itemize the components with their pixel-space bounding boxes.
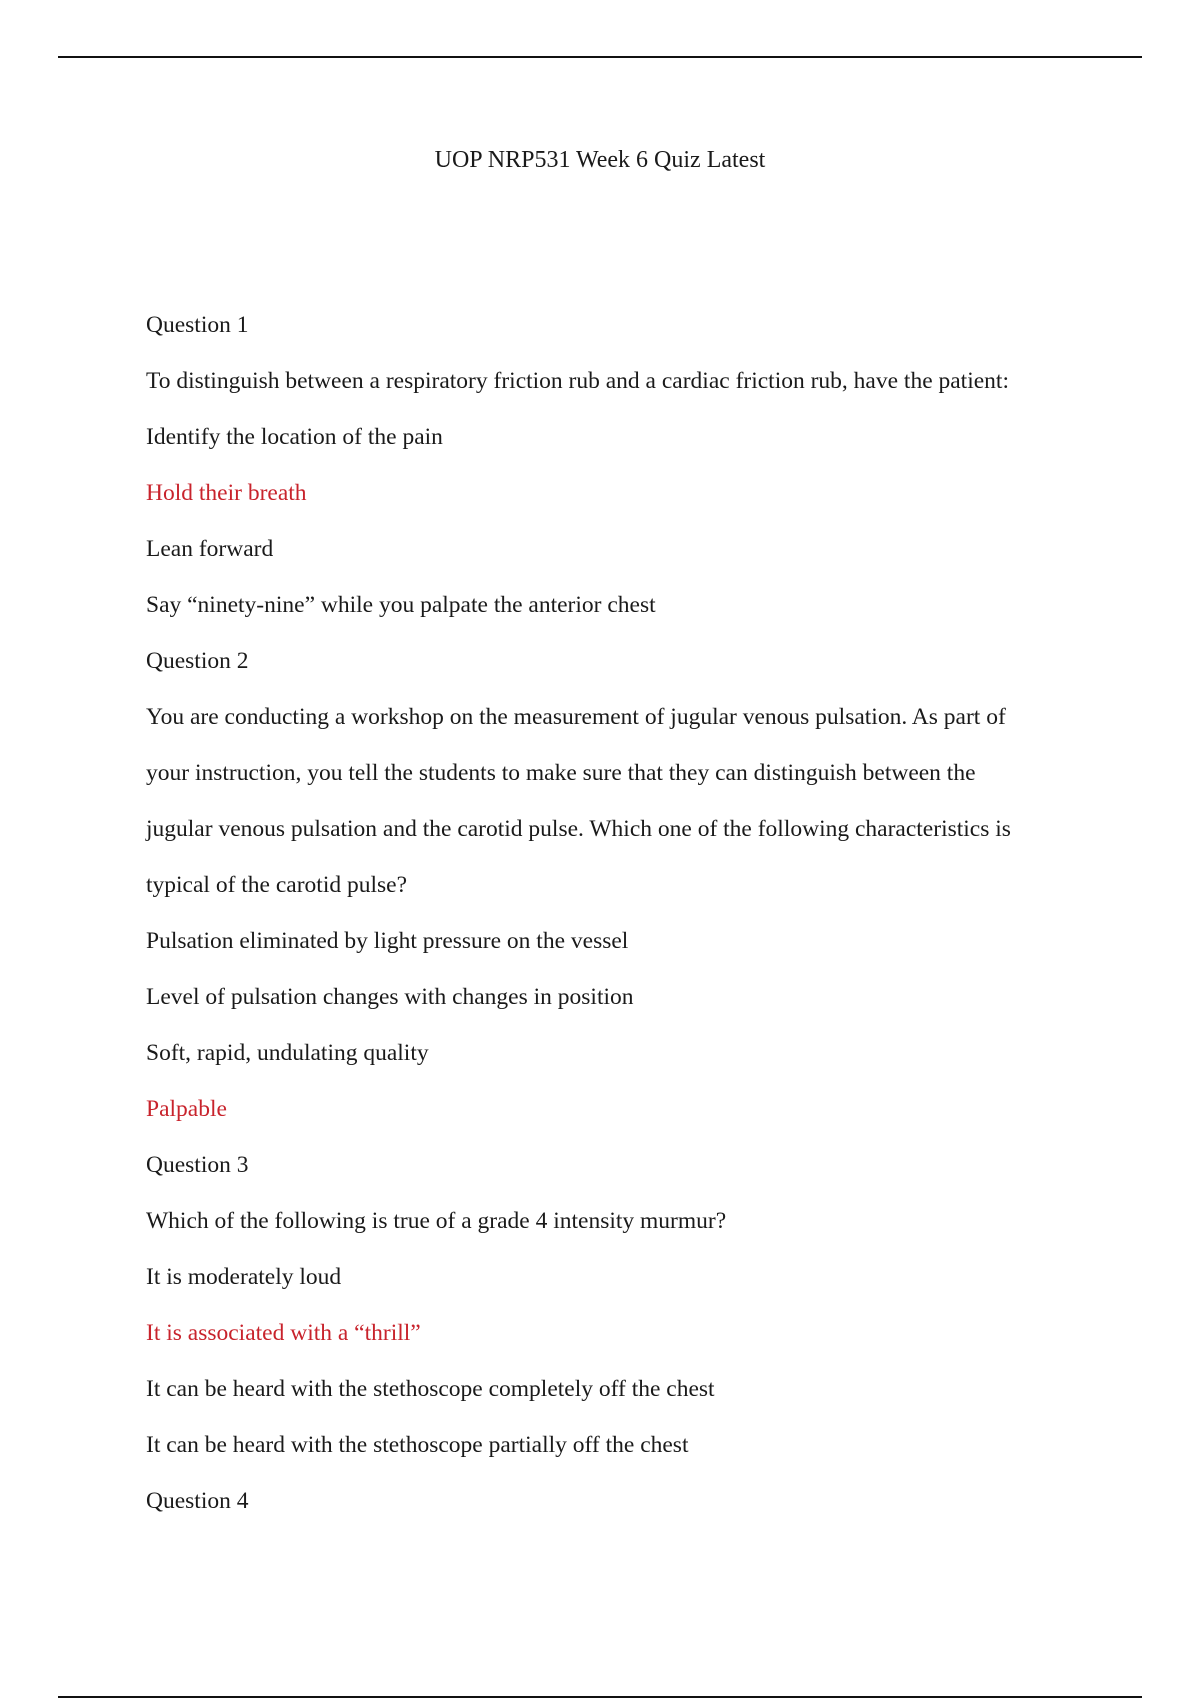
bottom-rule <box>58 1696 1142 1698</box>
question-text: Which of the following is true of a grade 4 intensity murmur? <box>146 1208 727 1234</box>
question-text: jugular venous pulsation and the carotid pulse. Which one of the following characteristics is <box>146 816 1011 842</box>
question-text: You are conducting a workshop on the measurement of jugular venous pulsation. As part of <box>146 704 1006 730</box>
answer-option: It can be heard with the stethoscope partially off the chest <box>146 1432 689 1458</box>
answer-option: It is moderately loud <box>146 1264 342 1290</box>
answer-option: Level of pulsation changes with changes in position <box>146 984 634 1010</box>
question-text: typical of the carotid pulse? <box>146 872 408 898</box>
answer-option: Identify the location of the pain <box>146 424 443 450</box>
top-rule <box>58 56 1142 58</box>
question-label: Question 3 <box>146 1152 249 1178</box>
answer-option: Say “ninety-nine” while you palpate the anterior chest <box>146 592 656 618</box>
document-title: UOP NRP531 Week 6 Quiz Latest <box>434 147 766 173</box>
quiz-content <box>146 311 1066 1543</box>
correct-answer-option: It is associated with a “thrill” <box>146 1320 421 1346</box>
question-text: your instruction, you tell the students to make sure that they can distinguish between the <box>146 760 976 786</box>
question-label: Question 1 <box>146 312 249 338</box>
question-label: Question 4 <box>146 1488 249 1514</box>
correct-answer-option: Hold their breath <box>146 480 307 506</box>
answer-option: It can be heard with the stethoscope completely off the chest <box>146 1376 715 1402</box>
answer-option: Lean forward <box>146 536 274 562</box>
question-label: Question 2 <box>146 648 249 674</box>
answer-option: Pulsation eliminated by light pressure on the vessel <box>146 928 629 954</box>
correct-answer-option: Palpable <box>146 1096 227 1122</box>
question-text: To distinguish between a respiratory friction rub and a cardiac friction rub, have the patient: <box>146 368 1009 394</box>
answer-option: Soft, rapid, undulating quality <box>146 1040 429 1066</box>
